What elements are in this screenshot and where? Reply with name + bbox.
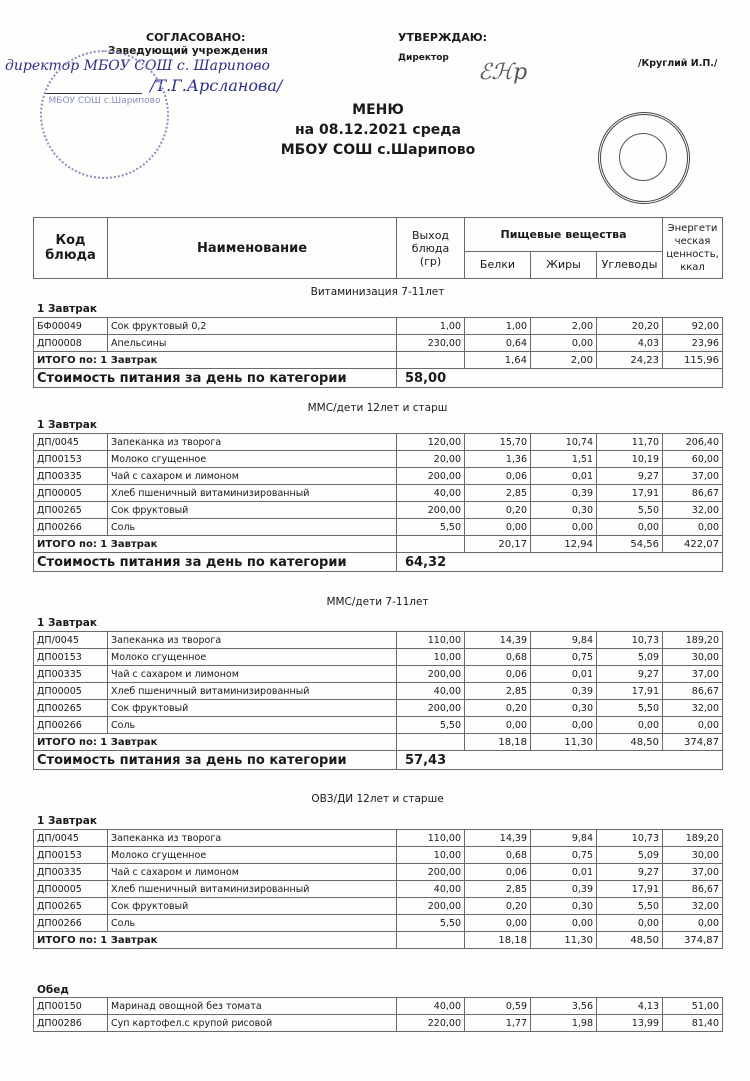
category-title: Витаминизация 7-11лет bbox=[310, 286, 445, 298]
dish-code: ДП00266 bbox=[34, 717, 108, 734]
dish-code: ДП00266 bbox=[34, 519, 108, 536]
meal-title: 1 Завтрак bbox=[37, 419, 97, 431]
meal-title: 1 Завтрак bbox=[37, 303, 97, 315]
dish-energy: 32,00 bbox=[663, 700, 723, 717]
dish-energy: 86,67 bbox=[663, 485, 723, 502]
dish-energy: 92,00 bbox=[663, 318, 723, 335]
meal-title-lunch: Обед bbox=[37, 984, 69, 996]
total-carbs: 54,56 bbox=[597, 536, 663, 553]
dish-yield: 40,00 bbox=[397, 683, 465, 700]
table-row bbox=[34, 881, 723, 898]
total-energy: 422,07 bbox=[663, 536, 723, 553]
dish-code: ДП00150 bbox=[34, 998, 108, 1015]
dish-carbs: 5,09 bbox=[597, 847, 663, 864]
approve-name: /Круглий И.П./ bbox=[638, 58, 718, 69]
dish-carbs: 5,50 bbox=[597, 898, 663, 915]
dish-fats: 10,74 bbox=[531, 434, 597, 451]
category-title: ОВЗ/ДИ 12лет и старше bbox=[311, 793, 444, 805]
dish-name: Сок фруктовый bbox=[108, 502, 397, 519]
dish-name: Чай с сахаром и лимоном bbox=[108, 864, 397, 881]
dish-yield: 40,00 bbox=[397, 998, 465, 1015]
menu-table-header bbox=[33, 217, 723, 279]
table-row bbox=[34, 451, 723, 468]
dish-energy: 32,00 bbox=[663, 898, 723, 915]
cost-row bbox=[34, 751, 723, 770]
dish-fats: 0,39 bbox=[531, 683, 597, 700]
dish-carbs: 17,91 bbox=[597, 683, 663, 700]
dish-fats: 0,30 bbox=[531, 898, 597, 915]
cost-value: 57,43 bbox=[397, 751, 723, 770]
dish-carbs: 0,00 bbox=[597, 915, 663, 932]
total-energy: 374,87 bbox=[663, 932, 723, 949]
agreed-position: Заведующий учреждения bbox=[108, 45, 268, 57]
col-energy: Энергети ческая ценность, ккал bbox=[663, 218, 723, 279]
total-proteins: 18,18 bbox=[465, 932, 531, 949]
table-row bbox=[34, 335, 723, 352]
cost-label: Стоимость питания за день по категории bbox=[34, 751, 397, 770]
meal-title: 1 Завтрак bbox=[37, 815, 97, 827]
dish-carbs: 17,91 bbox=[597, 881, 663, 898]
total-fats: 12,94 bbox=[531, 536, 597, 553]
table-row bbox=[34, 898, 723, 915]
table-row bbox=[34, 864, 723, 881]
col-nutrients: Пищевые вещества bbox=[465, 218, 663, 252]
dish-name: Запеканка из творога bbox=[108, 434, 397, 451]
dish-yield: 200,00 bbox=[397, 666, 465, 683]
dish-name: Запеканка из творога bbox=[108, 632, 397, 649]
dish-energy: 189,20 bbox=[663, 830, 723, 847]
dish-fats: 0,00 bbox=[531, 335, 597, 352]
dish-name: Молоко сгущенное bbox=[108, 847, 397, 864]
total-yield-empty bbox=[397, 932, 465, 949]
dish-proteins: 0,00 bbox=[465, 717, 531, 734]
table-row bbox=[34, 847, 723, 864]
stamp-text: МБОУ СОШ с.Шарипово bbox=[48, 96, 161, 106]
dish-carbs: 10,73 bbox=[597, 632, 663, 649]
dish-code: ДП00008 bbox=[34, 335, 108, 352]
agreed-signature: /Т.Г.Арсланова/ bbox=[150, 76, 283, 95]
agreed-handwritten-position: директор МБОУ СОШ с. Шарипово bbox=[5, 58, 270, 74]
table-row bbox=[34, 700, 723, 717]
dish-proteins: 0,00 bbox=[465, 915, 531, 932]
dish-yield: 200,00 bbox=[397, 898, 465, 915]
total-row bbox=[34, 536, 723, 553]
dish-carbs: 11,70 bbox=[597, 434, 663, 451]
cost-label: Стоимость питания за день по категории bbox=[34, 369, 397, 388]
dish-fats: 0,00 bbox=[531, 717, 597, 734]
menu-title: МЕНЮ bbox=[352, 102, 404, 118]
dish-name: Сок фруктовый bbox=[108, 898, 397, 915]
dish-name: Соль bbox=[108, 717, 397, 734]
table-row bbox=[34, 830, 723, 847]
dish-code: ДП00005 bbox=[34, 683, 108, 700]
dish-carbs: 0,00 bbox=[597, 717, 663, 734]
dish-proteins: 0,00 bbox=[465, 519, 531, 536]
col-name: Наименование bbox=[108, 218, 397, 279]
total-yield-empty bbox=[397, 536, 465, 553]
dish-code: ДП/0045 bbox=[34, 434, 108, 451]
dish-yield: 200,00 bbox=[397, 864, 465, 881]
cost-row bbox=[34, 369, 723, 388]
dish-code: ДП00335 bbox=[34, 864, 108, 881]
table-row bbox=[34, 649, 723, 666]
dish-proteins: 0,06 bbox=[465, 468, 531, 485]
dish-yield: 230,00 bbox=[397, 335, 465, 352]
dish-proteins: 14,39 bbox=[465, 632, 531, 649]
table-row bbox=[34, 1015, 723, 1032]
table-row bbox=[34, 717, 723, 734]
dish-carbs: 4,13 bbox=[597, 998, 663, 1015]
approve-label: УТВЕРЖДАЮ: bbox=[398, 31, 488, 44]
dish-code: ДП/0045 bbox=[34, 632, 108, 649]
dish-proteins: 0,06 bbox=[465, 864, 531, 881]
table-row bbox=[34, 468, 723, 485]
total-fats: 2,00 bbox=[531, 352, 597, 369]
dish-yield: 200,00 bbox=[397, 502, 465, 519]
dish-fats: 9,84 bbox=[531, 830, 597, 847]
dish-carbs: 20,20 bbox=[597, 318, 663, 335]
dish-name: Сок фруктовый bbox=[108, 700, 397, 717]
dish-energy: 30,00 bbox=[663, 649, 723, 666]
dish-energy: 37,00 bbox=[663, 864, 723, 881]
dish-carbs: 17,91 bbox=[597, 485, 663, 502]
section-table bbox=[33, 829, 723, 949]
total-fats: 11,30 bbox=[531, 932, 597, 949]
dish-carbs: 5,09 bbox=[597, 649, 663, 666]
dish-proteins: 14,39 bbox=[465, 830, 531, 847]
dish-energy: 51,00 bbox=[663, 998, 723, 1015]
total-label: ИТОГО по: 1 Завтрак bbox=[34, 932, 397, 949]
table-row bbox=[34, 485, 723, 502]
dish-carbs: 9,27 bbox=[597, 468, 663, 485]
dish-fats: 9,84 bbox=[531, 632, 597, 649]
dish-fats: 1,51 bbox=[531, 451, 597, 468]
dish-fats: 0,01 bbox=[531, 864, 597, 881]
dish-yield: 220,00 bbox=[397, 1015, 465, 1032]
dish-carbs: 10,73 bbox=[597, 830, 663, 847]
dish-proteins: 2,85 bbox=[465, 881, 531, 898]
dish-energy: 86,67 bbox=[663, 881, 723, 898]
table-row bbox=[34, 434, 723, 451]
dish-proteins: 0,06 bbox=[465, 666, 531, 683]
dish-energy: 23,96 bbox=[663, 335, 723, 352]
category-title: ММС/дети 12лет и старш bbox=[307, 402, 448, 414]
dish-yield: 40,00 bbox=[397, 881, 465, 898]
table-row bbox=[34, 666, 723, 683]
dish-yield: 10,00 bbox=[397, 847, 465, 864]
dish-energy: 60,00 bbox=[663, 451, 723, 468]
dish-fats: 0,75 bbox=[531, 649, 597, 666]
col-fats: Жиры bbox=[531, 251, 597, 278]
dish-proteins: 15,70 bbox=[465, 434, 531, 451]
dish-energy: 0,00 bbox=[663, 717, 723, 734]
dish-code: БФ00049 bbox=[34, 318, 108, 335]
dish-yield: 5,50 bbox=[397, 717, 465, 734]
dish-proteins: 0,20 bbox=[465, 898, 531, 915]
dish-energy: 37,00 bbox=[663, 666, 723, 683]
dish-fats: 0,30 bbox=[531, 700, 597, 717]
dish-name: Хлеб пшеничный витаминизированный bbox=[108, 683, 397, 700]
total-row bbox=[34, 932, 723, 949]
dish-fats: 0,75 bbox=[531, 847, 597, 864]
total-row bbox=[34, 352, 723, 369]
school-name: МБОУ СОШ с.Шарипово bbox=[280, 142, 476, 158]
dish-yield: 10,00 bbox=[397, 649, 465, 666]
dish-name: Чай с сахаром и лимоном bbox=[108, 666, 397, 683]
col-carbs: Углеводы bbox=[597, 251, 663, 278]
total-energy: 374,87 bbox=[663, 734, 723, 751]
dish-carbs: 9,27 bbox=[597, 864, 663, 881]
col-code: Код блюда bbox=[34, 218, 108, 279]
dish-proteins: 1,00 bbox=[465, 318, 531, 335]
dish-name: Маринад овощной без томата bbox=[108, 998, 397, 1015]
dish-energy: 86,67 bbox=[663, 683, 723, 700]
dish-yield: 120,00 bbox=[397, 434, 465, 451]
dish-proteins: 1,77 bbox=[465, 1015, 531, 1032]
dish-carbs: 5,50 bbox=[597, 502, 663, 519]
dish-fats: 2,00 bbox=[531, 318, 597, 335]
dish-carbs: 9,27 bbox=[597, 666, 663, 683]
dish-code: ДП00153 bbox=[34, 847, 108, 864]
dish-name: Сок фруктовый 0,2 bbox=[108, 318, 397, 335]
total-yield-empty bbox=[397, 734, 465, 751]
dish-name: Суп картофел.с крупой рисовой bbox=[108, 1015, 397, 1032]
dish-fats: 3,56 bbox=[531, 998, 597, 1015]
dish-yield: 200,00 bbox=[397, 468, 465, 485]
dish-fats: 0,00 bbox=[531, 915, 597, 932]
dish-name: Хлеб пшеничный витаминизированный bbox=[108, 881, 397, 898]
meal-title: 1 Завтрак bbox=[37, 617, 97, 629]
table-row bbox=[34, 683, 723, 700]
dish-carbs: 13,99 bbox=[597, 1015, 663, 1032]
dish-proteins: 0,20 bbox=[465, 700, 531, 717]
dish-name: Молоко сгущенное bbox=[108, 451, 397, 468]
total-row bbox=[34, 734, 723, 751]
total-label: ИТОГО по: 1 Завтрак bbox=[34, 734, 397, 751]
cost-label: Стоимость питания за день по категории bbox=[34, 553, 397, 572]
dish-energy: 81,40 bbox=[663, 1015, 723, 1032]
table-row bbox=[34, 519, 723, 536]
dish-code: ДП00005 bbox=[34, 881, 108, 898]
dish-yield: 20,00 bbox=[397, 451, 465, 468]
dish-code: ДП00005 bbox=[34, 485, 108, 502]
dish-name: Молоко сгущенное bbox=[108, 649, 397, 666]
dish-code: ДП/0045 bbox=[34, 830, 108, 847]
col-yield: Выход блюда (гр) bbox=[397, 218, 465, 279]
dish-fats: 0,01 bbox=[531, 666, 597, 683]
dish-proteins: 2,85 bbox=[465, 485, 531, 502]
total-fats: 11,30 bbox=[531, 734, 597, 751]
total-carbs: 24,23 bbox=[597, 352, 663, 369]
dish-proteins: 0,64 bbox=[465, 335, 531, 352]
dish-fats: 0,39 bbox=[531, 881, 597, 898]
cost-value: 58,00 bbox=[397, 369, 723, 388]
table-row bbox=[34, 915, 723, 932]
dish-name: Хлеб пшеничный витаминизированный bbox=[108, 485, 397, 502]
dish-carbs: 5,50 bbox=[597, 700, 663, 717]
dish-proteins: 1,36 bbox=[465, 451, 531, 468]
section-table bbox=[33, 433, 723, 572]
director-signature: ℰℋр bbox=[478, 60, 528, 85]
dish-proteins: 0,68 bbox=[465, 847, 531, 864]
dish-energy: 32,00 bbox=[663, 502, 723, 519]
dish-code: ДП00153 bbox=[34, 451, 108, 468]
dish-yield: 110,00 bbox=[397, 830, 465, 847]
menu-date: на 08.12.2021 среда bbox=[294, 122, 461, 138]
dish-energy: 37,00 bbox=[663, 468, 723, 485]
dish-name: Чай с сахаром и лимоном bbox=[108, 468, 397, 485]
section-table bbox=[33, 317, 723, 388]
total-carbs: 48,50 bbox=[597, 932, 663, 949]
dish-proteins: 0,59 bbox=[465, 998, 531, 1015]
total-label: ИТОГО по: 1 Завтрак bbox=[34, 536, 397, 553]
dish-energy: 0,00 bbox=[663, 519, 723, 536]
dish-code: ДП00265 bbox=[34, 898, 108, 915]
table-row bbox=[34, 318, 723, 335]
dish-code: ДП00265 bbox=[34, 700, 108, 717]
dish-yield: 1,00 bbox=[397, 318, 465, 335]
category-title: ММС/дети 7-11лет bbox=[326, 596, 429, 608]
total-label: ИТОГО по: 1 Завтрак bbox=[34, 352, 397, 369]
approve-position: Директор bbox=[398, 53, 449, 63]
section-table bbox=[33, 631, 723, 770]
dish-energy: 189,20 bbox=[663, 632, 723, 649]
dish-carbs: 4,03 bbox=[597, 335, 663, 352]
table-row bbox=[34, 632, 723, 649]
dish-code: ДП00335 bbox=[34, 468, 108, 485]
dish-fats: 0,39 bbox=[531, 485, 597, 502]
table-row bbox=[34, 998, 723, 1015]
dish-energy: 206,40 bbox=[663, 434, 723, 451]
dish-proteins: 0,68 bbox=[465, 649, 531, 666]
dish-proteins: 2,85 bbox=[465, 683, 531, 700]
table-row bbox=[34, 502, 723, 519]
total-proteins: 20,17 bbox=[465, 536, 531, 553]
dish-code: ДП00265 bbox=[34, 502, 108, 519]
dish-yield: 200,00 bbox=[397, 700, 465, 717]
dish-code: ДП00335 bbox=[34, 666, 108, 683]
dish-energy: 0,00 bbox=[663, 915, 723, 932]
dish-fats: 0,00 bbox=[531, 519, 597, 536]
cost-value: 64,32 bbox=[397, 553, 723, 572]
dish-carbs: 10,19 bbox=[597, 451, 663, 468]
dish-proteins: 0,20 bbox=[465, 502, 531, 519]
dish-name: Запеканка из творога bbox=[108, 830, 397, 847]
lunch-table bbox=[33, 997, 723, 1032]
dish-code: ДП00286 bbox=[34, 1015, 108, 1032]
col-proteins: Белки bbox=[465, 251, 531, 278]
total-proteins: 18,18 bbox=[465, 734, 531, 751]
dish-yield: 40,00 bbox=[397, 485, 465, 502]
total-yield-empty bbox=[397, 352, 465, 369]
dish-carbs: 0,00 bbox=[597, 519, 663, 536]
total-proteins: 1,64 bbox=[465, 352, 531, 369]
dish-fats: 1,98 bbox=[531, 1015, 597, 1032]
dish-yield: 5,50 bbox=[397, 519, 465, 536]
dish-energy: 30,00 bbox=[663, 847, 723, 864]
agreed-label: СОГЛАСОВАНО: bbox=[146, 31, 246, 44]
dish-yield: 5,50 bbox=[397, 915, 465, 932]
dish-code: ДП00153 bbox=[34, 649, 108, 666]
total-carbs: 48,50 bbox=[597, 734, 663, 751]
dish-name: Соль bbox=[108, 519, 397, 536]
cost-row bbox=[34, 553, 723, 572]
dish-yield: 110,00 bbox=[397, 632, 465, 649]
dish-name: Апельсины bbox=[108, 335, 397, 352]
dish-code: ДП00266 bbox=[34, 915, 108, 932]
dish-fats: 0,30 bbox=[531, 502, 597, 519]
total-energy: 115,96 bbox=[663, 352, 723, 369]
dish-fats: 0,01 bbox=[531, 468, 597, 485]
dish-name: Соль bbox=[108, 915, 397, 932]
